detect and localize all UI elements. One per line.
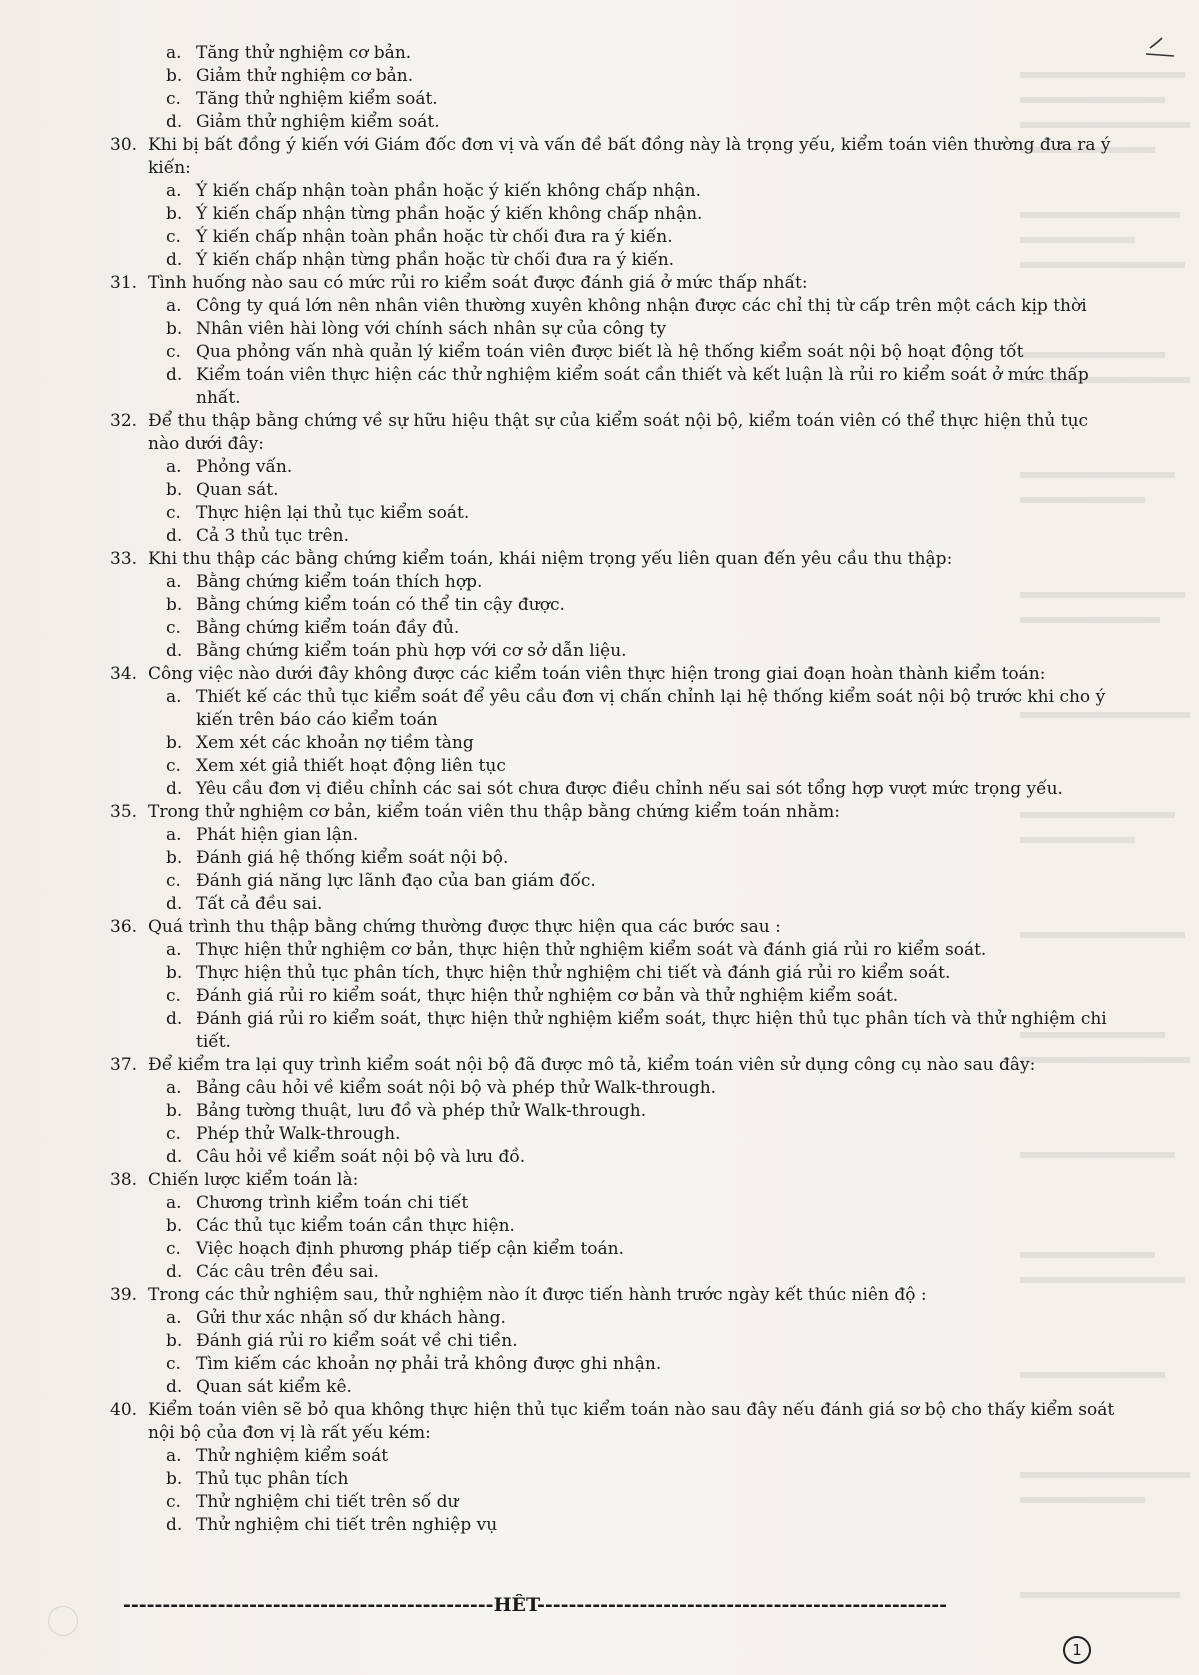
question-number: 34. xyxy=(110,664,138,684)
answer-option xyxy=(110,594,1120,617)
answer-option xyxy=(110,962,1120,985)
answer-option xyxy=(110,88,1120,111)
option-text: Thử nghiệm chi tiết trên số dư xyxy=(196,1492,459,1512)
answer-option xyxy=(110,732,1120,755)
answer-option xyxy=(110,985,1120,1008)
answer-option xyxy=(110,318,1120,341)
answer-option xyxy=(110,755,1120,778)
answer-option xyxy=(110,1261,1120,1284)
option-letter: a. xyxy=(166,296,182,316)
option-text: Tăng thử nghiệm cơ bản. xyxy=(196,43,412,63)
question-block xyxy=(110,134,1120,272)
answer-option xyxy=(110,1123,1120,1146)
option-letter: b. xyxy=(166,480,183,500)
option-letter: c. xyxy=(166,1492,181,1512)
option-letter: c. xyxy=(166,986,181,1006)
question-number: 30. xyxy=(110,135,138,155)
answer-option xyxy=(110,1146,1120,1169)
option-text: Câu hỏi về kiểm soát nội bộ và lưu đồ. xyxy=(196,1147,526,1167)
question-number: 33. xyxy=(110,549,138,569)
question-block xyxy=(110,42,1120,134)
option-letter: d. xyxy=(166,894,183,914)
option-letter: c. xyxy=(166,227,181,247)
question-stem xyxy=(110,134,1120,180)
option-letter: d. xyxy=(166,641,183,661)
option-letter: c. xyxy=(166,89,181,109)
answer-option xyxy=(110,617,1120,640)
answer-option xyxy=(110,341,1120,364)
option-text: Thực hiện lại thủ tục kiểm soát. xyxy=(196,503,470,523)
option-text: Bằng chứng kiểm toán đầy đủ. xyxy=(196,618,460,638)
question-text: Khi thu thập các bằng chứng kiểm toán, khái niệm trọng yếu liên quan đến yêu cầu thu thập: xyxy=(148,549,953,569)
answer-option xyxy=(110,824,1120,847)
answer-option xyxy=(110,870,1120,893)
answer-option xyxy=(110,847,1120,870)
question-text: Trong thử nghiệm cơ bản, kiểm toán viên thu thập bằng chứng kiểm toán nhằm: xyxy=(148,802,840,822)
answer-option xyxy=(110,42,1120,65)
answer-option xyxy=(110,686,1120,732)
option-letter: d. xyxy=(166,1009,183,1029)
question-block xyxy=(110,663,1120,801)
answer-option xyxy=(110,111,1120,134)
answer-option xyxy=(110,571,1120,594)
option-letter: b. xyxy=(166,1469,183,1489)
stamp-mark xyxy=(48,1606,78,1636)
option-letter: a. xyxy=(166,572,182,592)
answer-option xyxy=(110,65,1120,88)
option-letter: d. xyxy=(166,1377,183,1397)
option-letter: d. xyxy=(166,526,183,546)
question-number: 31. xyxy=(110,273,138,293)
answer-option xyxy=(110,1100,1120,1123)
option-text: Giảm thử nghiệm cơ bản. xyxy=(196,66,414,86)
option-text: Thiết kế các thủ tục kiểm soát để yêu cầu đơn vị chấn chỉnh lại hệ thống kiểm soát nội bộ trước khi cho ý kiến trên báo cáo kiểm toán xyxy=(196,687,1106,730)
answer-option xyxy=(110,1445,1120,1468)
question-block xyxy=(110,916,1120,1054)
option-letter: a. xyxy=(166,1193,182,1213)
question-number: 35. xyxy=(110,802,138,822)
answer-option xyxy=(110,1376,1120,1399)
option-letter: b. xyxy=(166,66,183,86)
option-text: Nhân viên hài lòng với chính sách nhân sự của công ty xyxy=(196,319,667,339)
question-stem xyxy=(110,801,1120,824)
option-letter: b. xyxy=(166,595,183,615)
option-letter: a. xyxy=(166,1308,182,1328)
option-text: Đánh giá năng lực lãnh đạo của ban giám đốc. xyxy=(196,871,596,891)
question-list xyxy=(110,42,1120,1537)
option-letter: b. xyxy=(166,1331,183,1351)
option-text: Bằng chứng kiểm toán phù hợp với cơ sở dẫn liệu. xyxy=(196,641,627,661)
option-letter: b. xyxy=(166,733,183,753)
option-text: Thủ tục phân tích xyxy=(196,1469,349,1489)
option-letter: b. xyxy=(166,319,183,339)
answer-option xyxy=(110,502,1120,525)
answer-option xyxy=(110,456,1120,479)
question-block xyxy=(110,801,1120,916)
option-text: Phỏng vấn. xyxy=(196,457,293,477)
question-stem xyxy=(110,410,1120,456)
option-letter: c. xyxy=(166,1124,181,1144)
option-text: Bảng tường thuật, lưu đồ và phép thử Walk-through. xyxy=(196,1101,647,1121)
option-letter: a. xyxy=(166,1446,182,1466)
question-block xyxy=(110,1284,1120,1399)
option-text: Đánh giá rủi ro kiểm soát, thực hiện thử nghiệm cơ bản và thử nghiệm kiểm soát. xyxy=(196,986,899,1006)
end-marker: -----------------------------------------------HẾT---------------------------------------------------- xyxy=(122,1594,948,1616)
option-text: Đánh giá rủi ro kiểm soát về chi tiền. xyxy=(196,1331,518,1351)
answer-option xyxy=(110,1330,1120,1353)
option-text: Tất cả đều sai. xyxy=(196,894,323,914)
option-text: Giảm thử nghiệm kiểm soát. xyxy=(196,112,440,132)
option-letter: d. xyxy=(166,1262,183,1282)
answer-option xyxy=(110,226,1120,249)
option-letter: b. xyxy=(166,963,183,983)
answer-option xyxy=(110,1215,1120,1238)
option-letter: b. xyxy=(166,1101,183,1121)
option-text: Ý kiến chấp nhận toàn phần hoặc từ chối đưa ra ý kiến. xyxy=(196,227,673,247)
question-number: 39. xyxy=(110,1285,138,1305)
answer-option xyxy=(110,249,1120,272)
option-letter: c. xyxy=(166,871,181,891)
question-block xyxy=(110,548,1120,663)
question-stem xyxy=(110,548,1120,571)
option-text: Thực hiện thử nghiệm cơ bản, thực hiện thử nghiệm kiểm soát và đánh giá rủi ro kiểm soát. xyxy=(196,940,987,960)
answer-option xyxy=(110,295,1120,318)
option-letter: a. xyxy=(166,687,182,707)
question-number: 32. xyxy=(110,411,138,431)
question-stem xyxy=(110,663,1120,686)
question-block xyxy=(110,410,1120,548)
answer-option xyxy=(110,203,1120,226)
option-text: Đánh giá hệ thống kiểm soát nội bộ. xyxy=(196,848,509,868)
option-text: Công ty quá lớn nên nhân viên thường xuyên không nhận được các chỉ thị từ cấp trên một cách kịp thời xyxy=(196,296,1087,316)
answer-option xyxy=(110,479,1120,502)
option-letter: a. xyxy=(166,181,182,201)
option-letter: d. xyxy=(166,1515,183,1535)
option-text: Việc hoạch định phương pháp tiếp cận kiểm toán. xyxy=(196,1239,625,1259)
option-text: Bảng câu hỏi về kiểm soát nội bộ và phép thử Walk-through. xyxy=(196,1078,717,1098)
question-stem xyxy=(110,272,1120,295)
option-letter: d. xyxy=(166,1147,183,1167)
option-text: Xem xét giả thiết hoạt động liên tục xyxy=(196,756,506,776)
pen-mark-icon xyxy=(1140,32,1180,62)
option-letter: c. xyxy=(166,756,181,776)
option-text: Cả 3 thủ tục trên. xyxy=(196,526,349,546)
option-text: Các thủ tục kiểm toán cần thực hiện. xyxy=(196,1216,515,1236)
question-number: 36. xyxy=(110,917,138,937)
answer-option xyxy=(110,1491,1120,1514)
answer-option xyxy=(110,1307,1120,1330)
question-text: Kiểm toán viên sẽ bỏ qua không thực hiện thủ tục kiểm toán nào sau đây nếu đánh giá sơ bộ cho thấy kiểm soát nội bộ của đơn vị là rất yếu kém: xyxy=(148,1400,1115,1443)
answer-option xyxy=(110,364,1120,410)
option-text: Phát hiện gian lận. xyxy=(196,825,359,845)
question-text: Để thu thập bằng chứng về sự hữu hiệu thật sự của kiểm soát nội bộ, kiểm toán viên có thể thực hiện thủ tục nào dưới đây: xyxy=(148,411,1089,454)
question-stem xyxy=(110,916,1120,939)
answer-option xyxy=(110,1468,1120,1491)
option-text: Ý kiến chấp nhận từng phần hoặc ý kiến không chấp nhận. xyxy=(196,204,703,224)
option-letter: a. xyxy=(166,43,182,63)
answer-option xyxy=(110,1008,1120,1054)
option-text: Tăng thử nghiệm kiểm soát. xyxy=(196,89,438,109)
option-text: Ý kiến chấp nhận toàn phần hoặc ý kiến không chấp nhận. xyxy=(196,181,701,201)
option-text: Đánh giá rủi ro kiểm soát, thực hiện thử nghiệm kiểm soát, thực hiện thủ tục phân tích và thử nghiệm chi tiết. xyxy=(196,1009,1107,1052)
option-text: Yêu cầu đơn vị điều chỉnh các sai sót chưa được điều chỉnh nếu sai sót tổng hợp vượt mức trọng yếu. xyxy=(196,779,1063,799)
question-text: Quá trình thu thập bằng chứng thường được thực hiện qua các bước sau : xyxy=(148,917,781,937)
question-block xyxy=(110,272,1120,410)
option-letter: d. xyxy=(166,250,183,270)
question-text: Tình huống nào sau có mức rủi ro kiểm soát được đánh giá ở mức thấp nhất: xyxy=(148,273,808,293)
answer-option xyxy=(110,1192,1120,1215)
question-number: 37. xyxy=(110,1055,138,1075)
option-letter: a. xyxy=(166,1078,182,1098)
answer-option xyxy=(110,1514,1120,1537)
option-letter: d. xyxy=(166,365,183,385)
question-block xyxy=(110,1054,1120,1169)
answer-option xyxy=(110,939,1120,962)
option-letter: a. xyxy=(166,825,182,845)
question-text: Trong các thử nghiệm sau, thử nghiệm nào ít được tiến hành trước ngày kết thúc niên độ : xyxy=(148,1285,927,1305)
option-letter: b. xyxy=(166,848,183,868)
option-text: Gửi thư xác nhận số dư khách hàng. xyxy=(196,1308,506,1328)
question-stem xyxy=(110,1284,1120,1307)
option-letter: b. xyxy=(166,1216,183,1236)
question-text: Khi bị bất đồng ý kiến với Giám đốc đơn vị và vấn đề bất đồng này là trọng yếu, kiểm toán viên thường đưa ra ý kiến: xyxy=(148,135,1111,178)
question-block xyxy=(110,1399,1120,1537)
option-text: Quan sát kiểm kê. xyxy=(196,1377,352,1397)
question-text: Chiến lược kiểm toán là: xyxy=(148,1170,359,1190)
option-letter: c. xyxy=(166,1354,181,1374)
option-letter: b. xyxy=(166,204,183,224)
option-text: Thử nghiệm kiểm soát xyxy=(196,1446,389,1466)
question-stem xyxy=(110,1399,1120,1445)
option-text: Xem xét các khoản nợ tiềm tàng xyxy=(196,733,474,753)
answer-option xyxy=(110,778,1120,801)
option-text: Chương trình kiểm toán chi tiết xyxy=(196,1193,469,1213)
option-text: Tìm kiếm các khoản nợ phải trả không được ghi nhận. xyxy=(196,1354,662,1374)
option-text: Phép thử Walk-through. xyxy=(196,1124,401,1144)
question-number: 38. xyxy=(110,1170,138,1190)
answer-option xyxy=(110,180,1120,203)
option-letter: c. xyxy=(166,618,181,638)
option-letter: a. xyxy=(166,457,182,477)
option-text: Bằng chứng kiểm toán có thể tin cậy được. xyxy=(196,595,565,615)
option-letter: a. xyxy=(166,940,182,960)
answer-option xyxy=(110,893,1120,916)
option-text: Ý kiến chấp nhận từng phần hoặc từ chối đưa ra ý kiến. xyxy=(196,250,675,270)
answer-option xyxy=(110,640,1120,663)
answer-option xyxy=(110,1238,1120,1261)
option-letter: c. xyxy=(166,1239,181,1259)
option-letter: d. xyxy=(166,779,183,799)
option-text: Kiểm toán viên thực hiện các thử nghiệm kiểm soát cần thiết và kết luận là rủi ro kiểm soát ở mức thấp nhất. xyxy=(196,365,1089,408)
question-number: 40. xyxy=(110,1400,138,1420)
option-text: Quan sát. xyxy=(196,480,279,500)
question-stem xyxy=(110,1054,1120,1077)
option-text: Qua phỏng vấn nhà quản lý kiểm toán viên được biết là hệ thống kiểm soát nội bộ hoạt động tốt xyxy=(196,342,1024,362)
answer-option xyxy=(110,525,1120,548)
option-text: Các câu trên đều sai. xyxy=(196,1262,379,1282)
option-letter: c. xyxy=(166,503,181,523)
answer-option xyxy=(110,1353,1120,1376)
question-text: Công việc nào dưới đây không được các kiểm toán viên thực hiện trong giai đoạn hoàn thành kiểm toán: xyxy=(148,664,1046,684)
option-letter: d. xyxy=(166,112,183,132)
question-text: Để kiểm tra lại quy trình kiểm soát nội bộ đã được mô tả, kiểm toán viên sử dụng công cụ nào sau đây: xyxy=(148,1055,1036,1075)
page-number: 1 xyxy=(1063,1636,1091,1664)
option-text: Thực hiện thủ tục phân tích, thực hiện thử nghiệm chi tiết và đánh giá rủi ro kiểm soát. xyxy=(196,963,951,983)
option-text: Thử nghiệm chi tiết trên nghiệp vụ xyxy=(196,1515,498,1535)
question-block xyxy=(110,1169,1120,1284)
option-letter: c. xyxy=(166,342,181,362)
answer-option xyxy=(110,1077,1120,1100)
question-stem xyxy=(110,1169,1120,1192)
option-text: Bằng chứng kiểm toán thích hợp. xyxy=(196,572,483,592)
